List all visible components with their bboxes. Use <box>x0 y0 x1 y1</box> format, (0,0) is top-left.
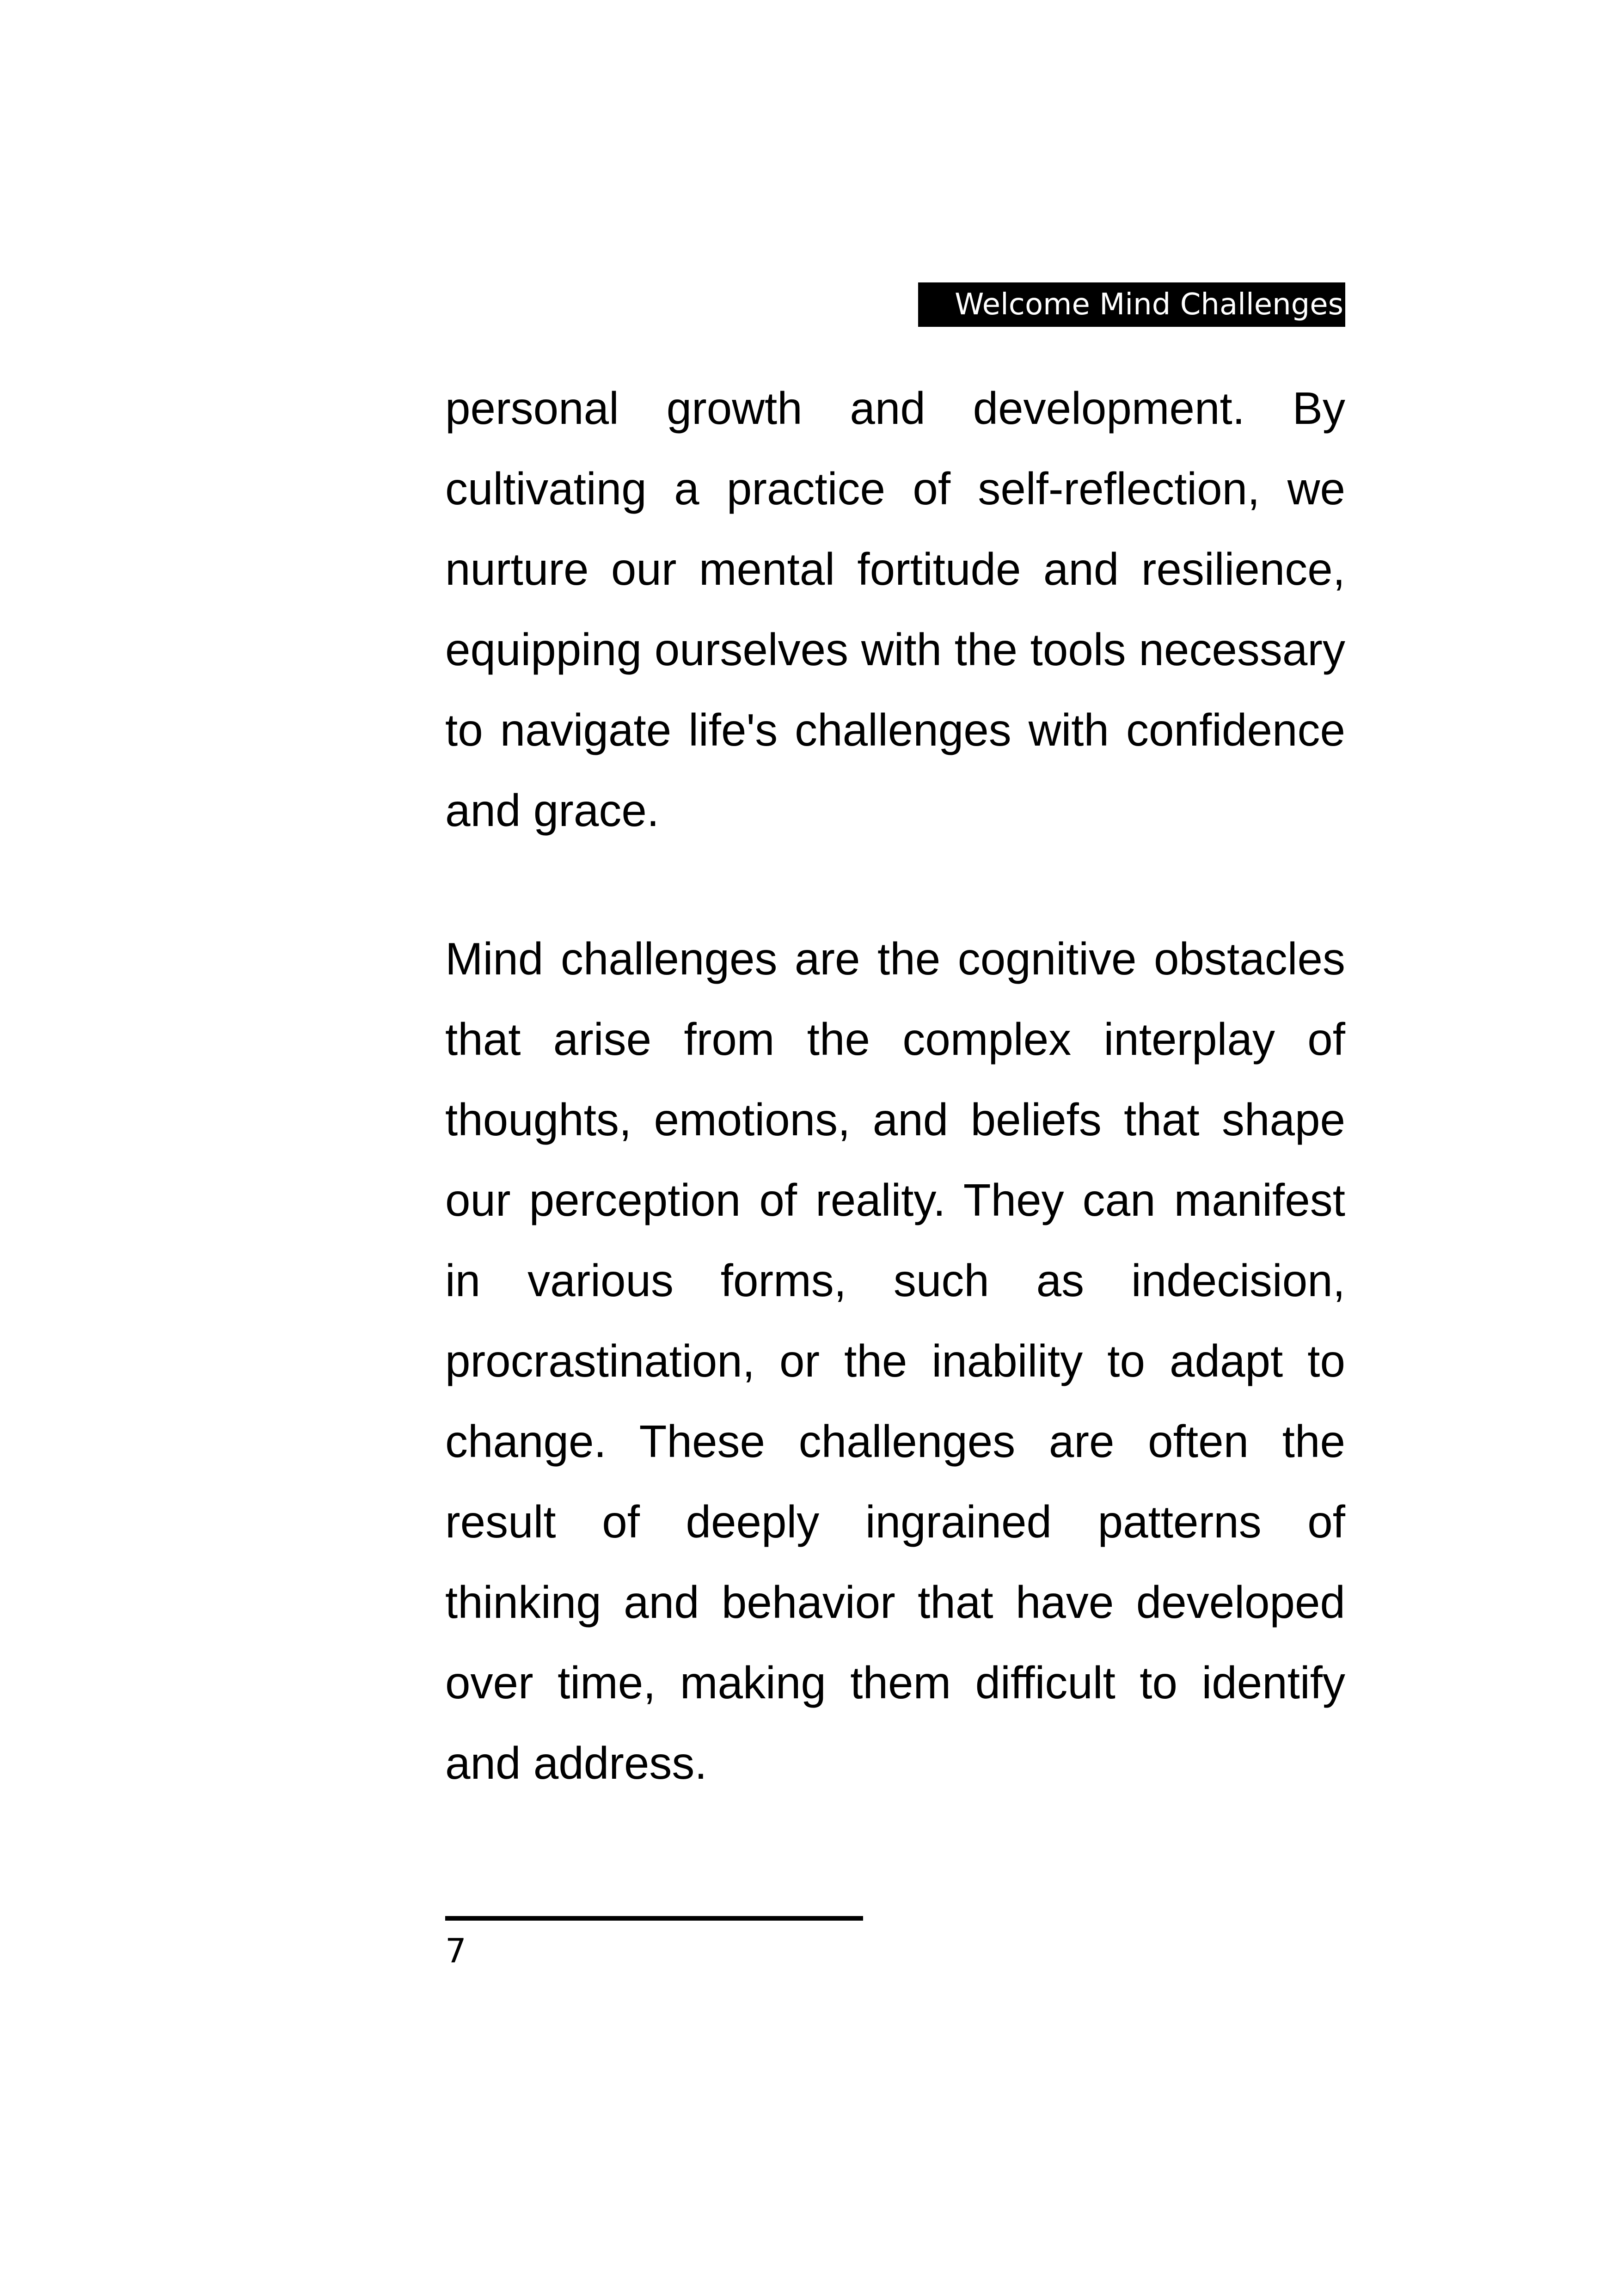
body-paragraph: Mind challenges are the cognitive obstacles that arise from the complex interplay of thoughts, emotions, and beliefs that shape our perception of reality. They can manifest in various forms, such as indecision, procrastination, or the inability to adapt to change. These challenges are often the result of deeply ingrained patterns of thinking and behavior that have developed over time, making them difficult to identify and address. <box>445 933 1345 1788</box>
running-header: Welcome Mind Challenges <box>918 282 1345 327</box>
body-paragraph: personal growth and development. By cultivating a practice of self-reflection, we nurture our mental fortitude and resilience, equipping ourselves with the tools necessary to navigate life's challenges with confidence and grace. <box>445 383 1345 836</box>
page-number: 7 <box>445 1931 466 1970</box>
footer-divider <box>445 1916 863 1921</box>
